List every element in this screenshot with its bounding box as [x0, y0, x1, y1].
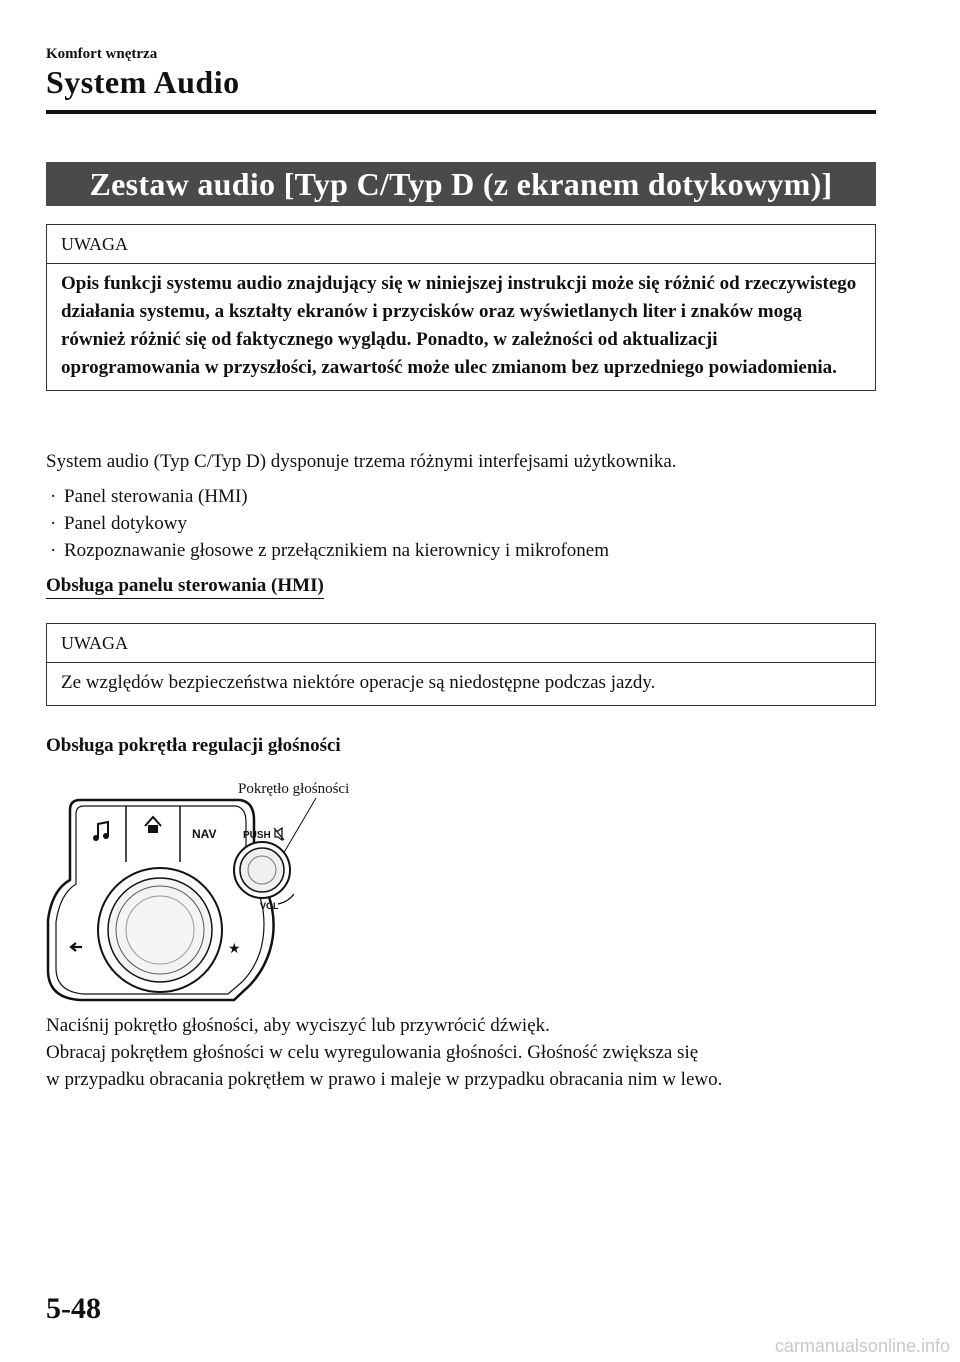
volume-knob-callout: Pokrętło głośności [238, 781, 350, 797]
vol-label: VOL [260, 901, 279, 911]
bullet-icon: · [50, 486, 57, 507]
bullet-icon: · [50, 540, 57, 561]
subheading-volume: Obsługa pokrętła regulacji głośności [46, 735, 341, 756]
control-panel-diagram [40, 770, 400, 1010]
note-box-1 [46, 224, 876, 391]
list-item-text: Rozpoznawanie głosowe z przełącznikiem na kierownicy i mikrofonem [64, 540, 609, 561]
intro-paragraph: System audio (Typ C/Typ D) dysponuje trzema różnymi interfejsami użytkownika. [46, 451, 677, 472]
watermark: carmanualsonline.info [774, 1336, 950, 1356]
subheading-hmi: Obsługa panelu sterowania (HMI) [46, 575, 324, 599]
list-item [50, 510, 187, 537]
rotate-arrow-icon [278, 894, 294, 904]
note-heading: UWAGA [47, 624, 875, 663]
list-item-text: Panel dotykowy [64, 513, 187, 534]
section-title: Zestaw audio [Typ C/Typ D (z ekranem dotykowym)] [46, 162, 876, 206]
list-item-text: Panel sterowania (HMI) [64, 486, 248, 507]
header-divider [46, 110, 876, 114]
note-heading: UWAGA [47, 225, 875, 264]
volume-knob[interactable] [240, 848, 284, 892]
list-item [50, 483, 248, 510]
mute-icon [274, 828, 284, 840]
note-text: Ze względów bezpieczeństwa niektóre operacje są niedostępne podczas jazdy. [61, 672, 656, 693]
nav-button-label[interactable]: NAV [192, 827, 217, 841]
body-paragraph: Obracaj pokrętłem głośności w celu wyregulowania głośności. Głośność zwiększa się [46, 1042, 699, 1063]
bullet-icon: · [50, 513, 57, 534]
favorite-star-icon[interactable]: ★ [228, 941, 241, 957]
list-item [50, 537, 609, 564]
page-number: 5-48 [46, 1292, 101, 1325]
body-paragraph: w przypadku obracania pokrętłem w prawo i maleje w przypadku obracania nim w lewo. [46, 1069, 723, 1090]
push-label: PUSH [243, 830, 271, 841]
note-box-2 [46, 623, 876, 706]
body-paragraph: Naciśnij pokrętło głośności, aby wyciszyć lub przywrócić dźwięk. [46, 1015, 550, 1036]
commander-knob[interactable] [108, 878, 212, 982]
page-title: System Audio [46, 64, 240, 100]
chapter-label: Komfort wnętrza [46, 46, 158, 62]
note-text: Opis funkcji systemu audio znajdujący się w niniejszej instrukcji może się różnić od rzeczywistego działania systemu, a kształty ekranów i przycisków oraz wyświetlanych liter i znaków mogą również różnić się od faktycznego wyglądu. Ponadto, w zależności od aktualizacji oprogramowania w przyszłości, zawartość może ulec zmianom bez uprzedniego powiadomienia. [61, 273, 857, 378]
